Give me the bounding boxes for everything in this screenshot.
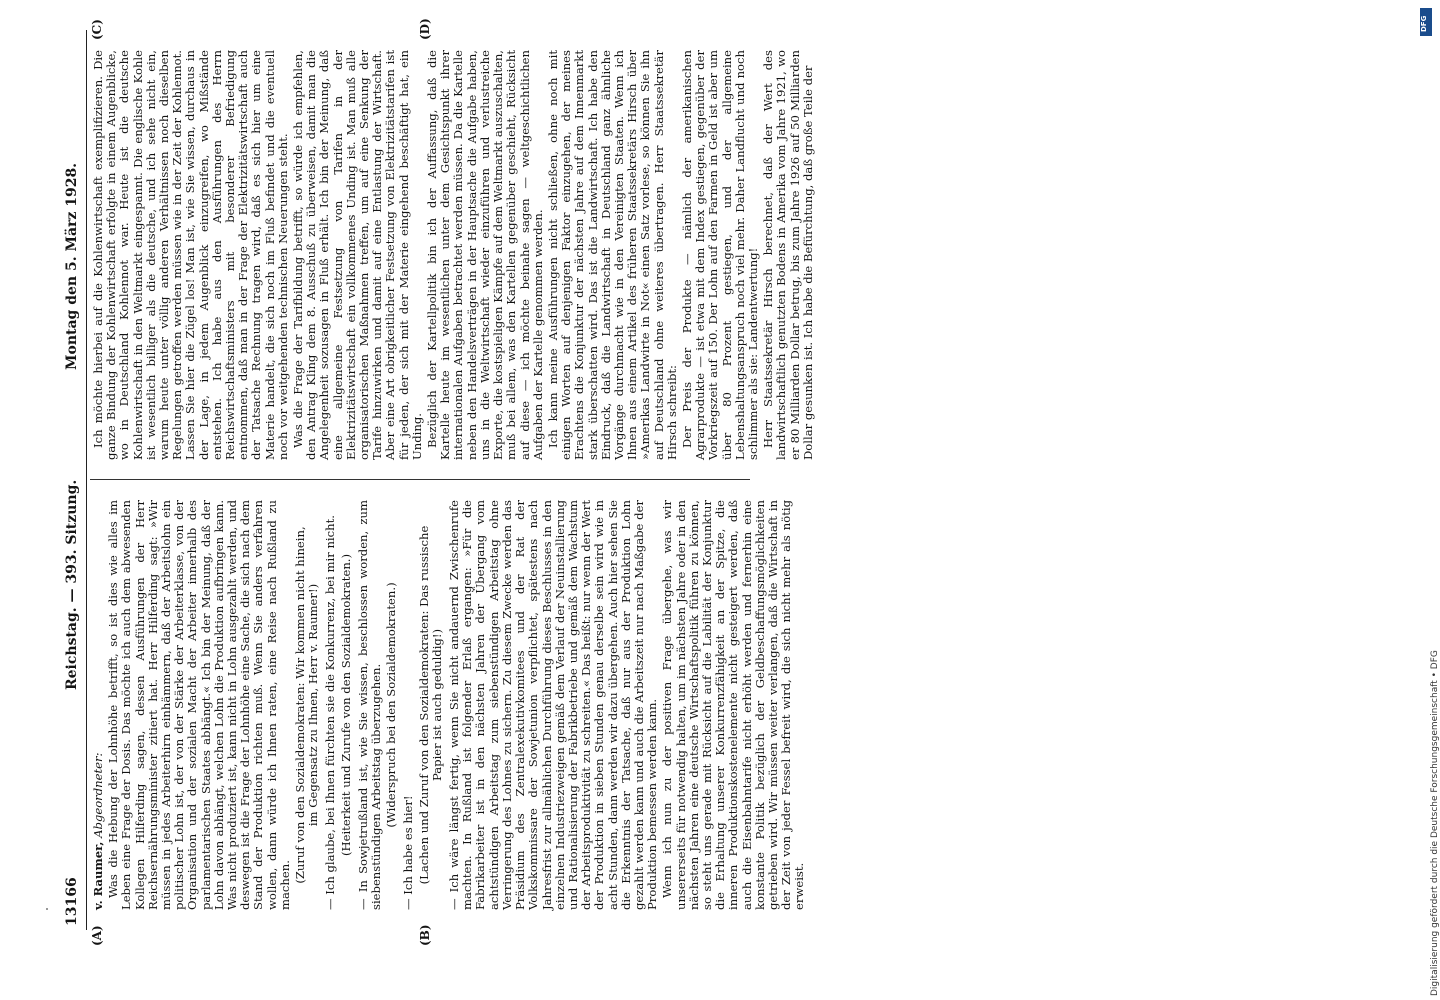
speaker-line xyxy=(92,500,105,910)
paragraph: Ich kann meine Ausführungen nicht schließen, ohne noch mit einigen Worten auf denjenigen Faktor einzugehen, der meines Erachtens die Konjunktur der nächsten Jahre auf dem Innenmarkt stark überschatten wird. Das ist die Landwirtschaft. Ich habe den Eindruck, daß die Landwirtschaft in Deutschland ganz ähnliche Vorgänge durchmacht wie in den Vereinigten Staaten. Wenn ich Ihnen aus einem Artikel des früheren Staatssekretärs Hirsch über »Amerikas Landwirte in Not« einen Satz vorlese, so können Sie ihn auf Deutschland ohne weiteres übertragen. Herr Staatssekretär Hirsch schreibt: xyxy=(545,50,679,460)
margin-marker-d: (D) xyxy=(418,18,432,40)
speaker-role: Abgeordneter: xyxy=(91,752,105,838)
paragraph: Herr Staatssekretär Hirsch berechnet, daß der Wert des landwirtschaftlich genutzten Bodens in Amerika vom Jahre 1921, wo er 80 Milliarden Dollar betrug, bis zum Jahre 1926 auf 50 Milliarden Dollar gesunken ist. Ich habe die Befürchtung, daß große Teile der xyxy=(761,50,815,460)
paragraph: Was die Frage der Tarifbildung betrifft, so würde ich empfehlen, den Antrag Kling dem 8. Ausschuß zu überweisen, damit man die Angelegenheit sozusagen in Fluß erhält. Ich bin der Meinung, daß eine allgemeine Festsetzung von Tarifen in der Elektrizitätswirtschaft ein vollkommenes Unding ist. Man muß alle organisatorischen Maßnahmen treffen, um auf eine Senkung der Tarife hinzuwirken und damit auf eine Entlastung der Wirtschaft. Aber eine Art obrigkeitlicher Festsetzung von Elektrizitätstarifen ist für jeden, der sich mit der Materie eingehend beschäftigt hat, ein Unding. xyxy=(291,50,424,460)
page-number: 13166 xyxy=(64,877,80,926)
interjection: (Widerspruch bei den Sozialdemokraten.) xyxy=(384,582,399,828)
paragraph: Wenn ich nun zu der positiven Frage übergehe, was wir unsererseits für notwendig halten, um im nächsten Jahre oder in den nächsten Jahren eine deutsche Wirtschaftspolitik führen zu können, so steht uns gerade mit Rücksicht auf die Labilität der Konjunktur die Erhaltung unserer Konkurrenzfähigkeit an der Spitze, die inneren Produktionskostenelemente nicht gesteigert werden, daß auch die Eisenbahntarife nicht erhöht werden und fernerhin eine konstante Politik bezüglich der Geldbeschaffungsmöglichkeiten getrieben wird. Wir müssen weiter verlangen, daß die Wirtschaft in der Zeit von jeder Fessel befreit wird, die sich nicht mehr als nötig erweist. xyxy=(660,500,807,910)
digitization-note xyxy=(1420,6,1440,996)
left-column xyxy=(91,500,807,910)
interjection: (Zuruf von den Sozialdemokraten: Wir kommen nicht hinein, im Gegensatz zu Ihnen, Herr v. Raumer!) xyxy=(293,526,321,884)
page-header xyxy=(60,30,87,930)
margin-marker-a: (A) xyxy=(90,925,104,946)
interjection: (Lachen und Zuruf von den Sozialdemokraten: Das russische Papier ist auch geduldig!) xyxy=(416,525,444,885)
right-column xyxy=(91,50,815,460)
margin-marker-b: (B) xyxy=(418,924,432,946)
paragraph: Ich möchte hierbei auf die Kohlenwirtschaft exemplifizieren. Die ganze Bindung der Kohlenwirtschaft erfolgte in einem Augenblicke, wo in Deutschland Kohlennot war. Heute ist die deutsche Kohlenwirtschaft in den Weltmarkt eingespannt. Die englische Kohle ist wesentlich billiger als die deutsche, und ich sehe nicht ein, warum heute unter völlig anderen Verhältnissen noch dieselben Regelungen getroffen werden müssen wie in der Zeit der Kohlennot. Lassen Sie hier die Zügel los! Man ist, wie Sie wissen, durchaus in der Lage, in jedem Augenblick einzugreifen, wo Mißstände entstehen. Ich habe aus den Ausführungen des Herrn Reichswirtschaftsministers mit besonderer Befriedigung entnommen, daß man in der Frage der Elektrizitätswirtschaft auch der Tatsache Rechnung tragen wird, daß es sich hier um eine Materie handelt, die sich noch im Fluß befindet und die eventuell noch vor weitgehenden technischen Neuerungen steht. xyxy=(91,50,290,460)
paragraph: — Ich habe es hier! xyxy=(401,795,416,910)
paragraph: Der Preis der Produkte — nämlich der amerikanischen Agrarprodukte — ist etwa mit dem Index gestiegen, gegenüber der Vorkriegszeit auf 150. Der Lohn auf den Farmen in Geld ist aber um über 80 Prozent gestiegen, und der allgemeine Lebenshaltungsanspruch noch viel mehr. Daher Landflucht und noch schlimmer als sie: Landentwertung! xyxy=(679,50,760,460)
paragraph: — Ich wäre längst fertig, wenn Sie nicht andauernd Zwischenrufe machten. In Rußland ist folgender Erlaß ergangen: »Für die Fabrikarbeiter ist in den nächsten Jahren der Übergang vom achtstündigen Arbeitstag zum siebenstündigen Arbeitstag ohne Verringerung des Lohnes zu sichern. Zu diesem Zwecke werden das Präsidium des Zentralexekutivkomitees und der Rat der Volkskommissare der Sowjetunion verpflichtet, spätestens nach Jahresfrist zur allmählichen Durchführung dieses Beschlusses in den einzelnen Industriezweigen gemäß dem Verlauf der Neuinstallierung und Rationalisierung der Fabrikbetriebe und gemäß dem Wachstum der Arbeitsproduktivität zu schreiten.« Das heißt: nur wenn der Wert der Produktion in sieben Stunden genau derselbe sein wird wie in acht Stunden, dann werden wir dazu übergehen. Auch hier sehen Sie die Erkenntnis der Tatsache, daß nur aus der Produktion Lohn gezahlt werden kann und auch die Arbeitszeit nur nach Maßgabe der Produktion bemessen werden kann. xyxy=(447,500,660,910)
dfg-logo xyxy=(1420,8,1432,36)
paragraph: — In Sowjetrußland ist, wie Sie wissen, beschlossen worden, zum siebenstündigen Arbeitstag überzugehen. xyxy=(355,500,384,910)
paragraph: Was die Hebung der Lohnhöhe betrifft, so ist dies wie alles im Leben eine Frage der Dosis. Das möchte ich auch dem abwesenden Kollegen Hilferding sagen, dessen Ausführungen der Herr Reichsernährungsminister zitiert hat. Herr Hilferding sagt: »Wir müssen in jedes Arbeiterhirn einhämmern, daß der Arbeitslohn ein politischer Lohn ist, der von der Stärke der Arbeiterklasse, von der Organisation und der sozialen Macht der Arbeiter innerhalb des parlamentarischen Staates abhängt.« Ich bin der Meinung, daß der Lohn davon abhängt, welchen Lohn die Produktion aufbringen kann. Was nicht produziert ist, kann nicht in Lohn ausgezahlt werden, und deswegen ist die Frage der Lohnhöhe eine Sache, die sich nach dem Stand der Produktion richten muß. Wenn Sie anders verfahren wollen, dann würde ich Ihnen raten, eine Reise nach Rußland zu machen. xyxy=(106,500,292,910)
paragraph: Bezüglich der Kartellpolitik bin ich der Auffassung, daß die Kartelle heute im wesentlichen unter dem Gesichtspunkt ihrer internationalen Aufgaben betrachtet werden müssen. Da die Kartelle neben den Handelsverträgen in der Hauptsache die Aufgabe haben, uns in die Weltwirtschaft wieder einzuführen und verlustreiche Exporte, die kostspieligen Kämpfe auf dem Weltmarkt auszuschalten, muß bei allem, was den Kartellen gegenüber geschieht, Rücksicht auf diese — ich möchte beinahe sagen — weltgeschichtlichen Aufgaben der Kartelle genommen werden. xyxy=(425,50,545,460)
paragraph: — Ich glaube, bei Ihnen fürchten sie die Konkurrenz, bei mir nicht. xyxy=(323,515,338,910)
margin-marker-c: (C) xyxy=(90,19,104,40)
scan-speck xyxy=(46,908,48,910)
interjection: (Heiterkeit und Zurufe von den Sozialdemokraten.) xyxy=(338,553,353,857)
session-title: Reichstag. — 393. Sitzung. xyxy=(64,479,80,690)
speaker-name: v. Raumer, xyxy=(91,841,105,910)
session-date: Montag den 5. März 1928. xyxy=(64,162,80,370)
digitization-note-text: Digitalisierung gefördert durch die Deutsche Forschungsgemeinschaft • DFG xyxy=(1430,650,1440,996)
dfg-logo-text: DFG xyxy=(1420,15,1428,32)
column-divider xyxy=(90,479,750,480)
document-page xyxy=(60,18,815,946)
